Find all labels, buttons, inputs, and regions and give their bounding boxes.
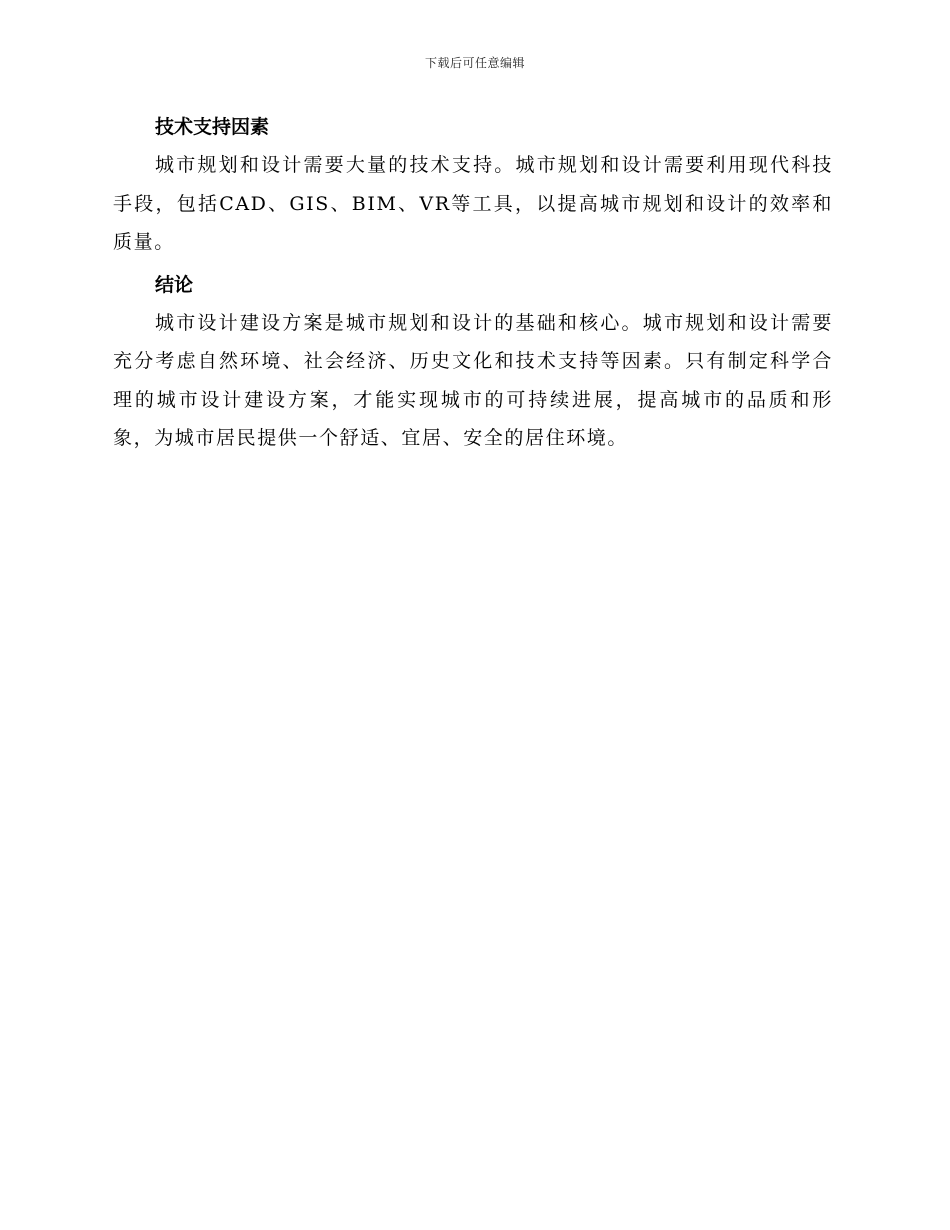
page-header: 下载后可任意编辑 [424, 56, 525, 70]
section-paragraph-conclusion: 城市设计建设方案是城市规划和设计的基础和核心。城市规划和设计需要充分考虑自然环境、社会经济、历史文化和技术支持等因素。只有制定科学合理的城市设计建设方案，才能实现城市的可持续进展，提高城市的品质和形象，为城市居民提供一个舒适、宜居、安全的居住环境。 [113, 311, 833, 449]
document-body [113, 108, 833, 458]
section-heading-conclusion: 结论 [155, 273, 194, 296]
section-paragraph-tech-support: 城市规划和设计需要大量的技术支持。城市规划和设计需要利用现代科技手段，包括CAD、GIS、BIM、VR等工具，以提高城市规划和设计的效率和质量。 [113, 154, 833, 253]
section-heading-tech-support: 技术支持因素 [155, 116, 270, 138]
